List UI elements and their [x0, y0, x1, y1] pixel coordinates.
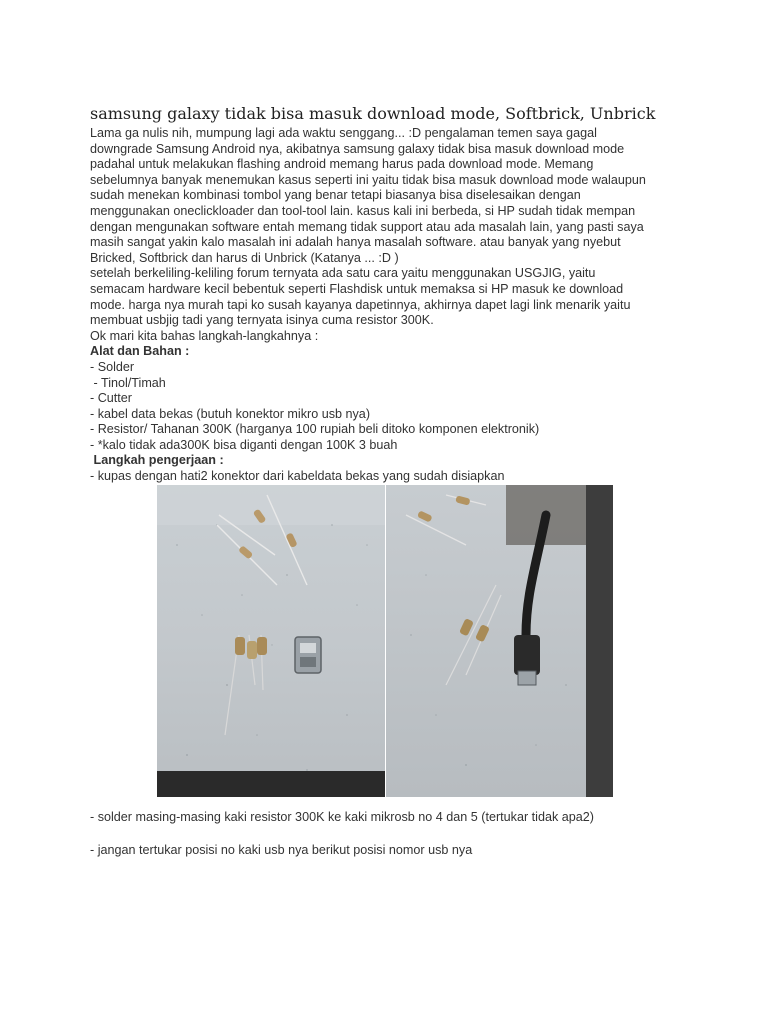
- tool-item: - Solder: [90, 359, 135, 374]
- steps-intro: Ok mari kita bahas langkah-langkahnya :: [90, 328, 319, 343]
- text-line: setelah berkeliling-keliling forum ternyata ada satu cara yaitu menggunakan USGJIG, yaitu: [90, 266, 596, 281]
- text-line: padahal untuk melakukan flashing android memang harus pada download mode. Memang: [90, 157, 594, 172]
- photo-cable-micro-usb: [386, 485, 613, 797]
- text-line: dengan mengunakan software entah memang tidak support atau ada masalah lain, yang pasti saya: [90, 219, 644, 234]
- text-line: Lama ga nulis nih, mumpung lagi ada waktu senggang... :D pengalaman temen saya gagal: [90, 126, 597, 140]
- text-line: sudah menekan kombinasi tombol yang benar tetapi biasanya bisa diselesaikan dengan: [90, 188, 581, 203]
- text-line: masih sangat yakin kalo masalah ini adalah hanya masalah software. atau banyak yang nyebut: [90, 235, 621, 250]
- photo-resistors-connector: [157, 485, 385, 797]
- tool-item: - Cutter: [90, 391, 132, 406]
- text-line: sebelumnya banyak menemukan kasus seperti ini yaitu tidak bisa masuk download mode walaupun: [90, 172, 646, 187]
- step-item: - kupas dengan hati2 konektor dari kabeldata bekas yang sudah disiapkan: [90, 469, 505, 484]
- tools-heading: Alat dan Bahan :: [90, 344, 190, 359]
- photo-pair: [157, 485, 613, 797]
- tool-item: - kabel data bekas (butuh konektor mikro usb nya): [90, 406, 371, 421]
- page-title: samsung galaxy tidak bisa masuk download mode, Softbrick, Unbrick: [90, 104, 656, 123]
- text-line: semacam hardware kecil bebentuk seperti Flashdisk untuk memaksa si HP masuk ke download: [90, 281, 624, 296]
- steps-heading: Langkah pengerjaan :: [90, 453, 224, 468]
- text-line: menggunakan oneclickloader dan tool-tool lain. kasus kali ini berbeda, si HP sudah tidak mempan: [90, 203, 636, 218]
- text-line: Bricked, Softbrick dan harus di Unbrick (Katanya ... :D ): [90, 250, 399, 265]
- text-line: membuat usbjig tadi yang ternyata isinya cuma resistor 300K.: [90, 313, 434, 328]
- tool-item: - Tinol/Timah: [90, 375, 166, 390]
- step-item-solder: - solder masing-masing kaki resistor 300K ke kaki mikrosb no 4 dan 5 (tertukar tidak apa2): [90, 810, 594, 824]
- step-item-usb-position: - jangan tertukar posisi no kaki usb nya berikut posisi nomor usb nya: [90, 843, 473, 857]
- tool-item: - *kalo tidak ada300K bisa diganti dengan 100K 3 buah: [90, 437, 398, 452]
- text-line: downgrade Samsung Android nya, akibatnya samsung galaxy tidak bisa masuk download mode: [90, 141, 625, 156]
- tool-item: - Resistor/ Tahanan 300K (harganya 100 rupiah beli ditoko komponen elektronik): [90, 422, 540, 437]
- article-body: [90, 126, 690, 485]
- text-line: mode. harga nya murah tapi ko susah kayanya dapetinnya, akhirnya dapet lagi link menarik yaitu: [90, 297, 631, 312]
